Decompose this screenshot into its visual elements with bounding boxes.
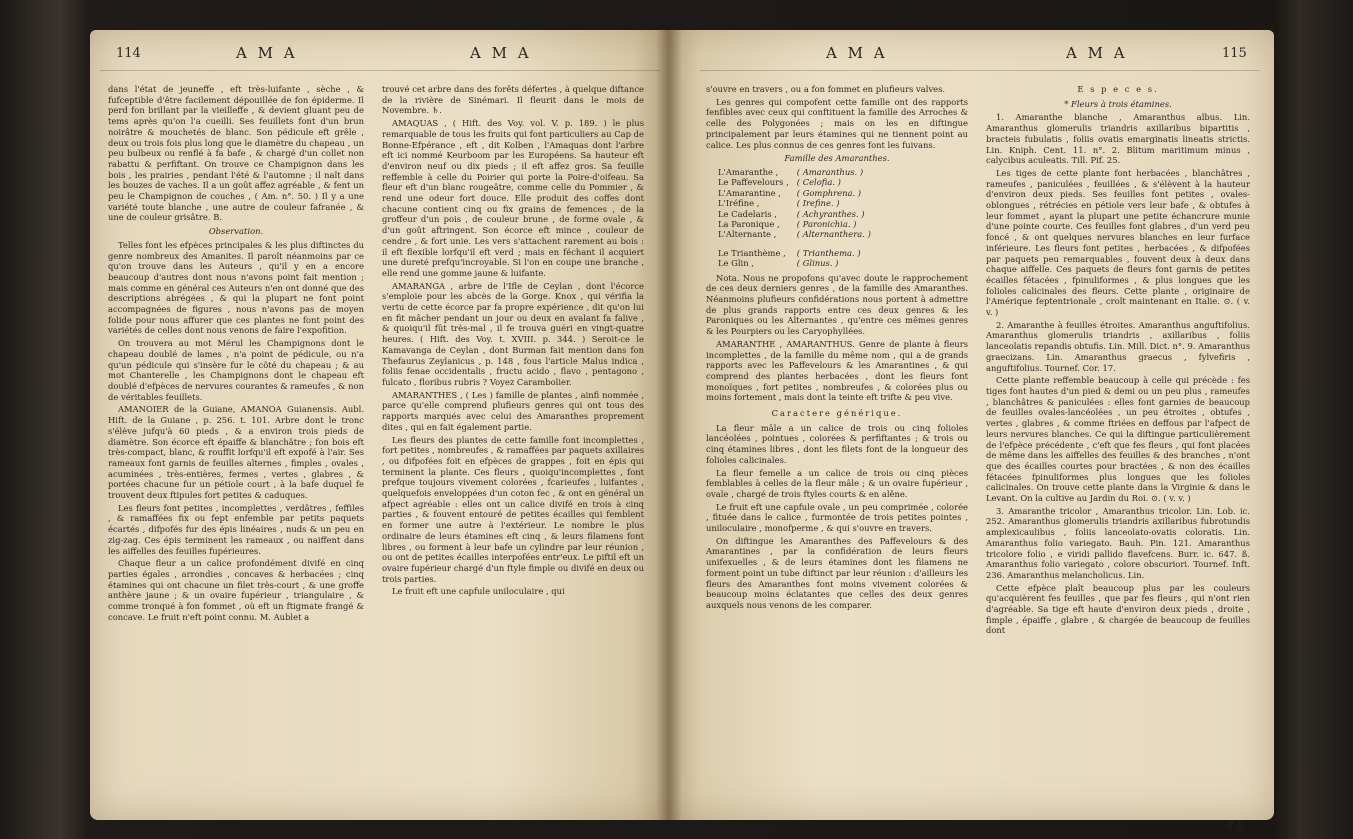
left-column-2 bbox=[382, 84, 644, 819]
entry-amaranthe: AMARANTHE , AMARANTHUS. Genre de plante à fleurs incomplettes , de la famille du même nom , qui a de grands rapports avec les Paffevelours & les Amarantines , & qui comprend des plantes herbacées , dont les fleurs font monoïques , fort petites , nombreufes , & colorées plus ou moins fortement , mais dont la teinte eft trifte & peu vive. bbox=[706, 338, 968, 403]
sub-heading-three-stamens: * Fleurs à trois étamines. bbox=[1064, 98, 1172, 109]
entry-amaranga: AMARANGA , arbre de l'Ifle de Ceylan , dont l'écorce s'emploie pour les abcès de la Gorge. Knox , qui vérifia la vertu de cette écorce par fa propre expérience , dit qu'on lui en fit mâcher pendant un jour ou deux en avalant fa falive , & quoiqu'il fût très-mal , il fe trouva guéri en vingt-quatre heures. ( Hift. des Voy. t. XVIII. p. 344. ) Seroit-ce le Kamavanga de Ceylan , dont Burman fait mention dans fon Thefaurus Zeylanicus , p. 148 , fous l'article Malus indica , foliis fenae occidentalis , fructu acido , flavo , pentagono , fulcato , floribus rubris ? Voyez Carambolier. bbox=[382, 280, 644, 387]
table-row: Le Paffevelours , ( Celofia. ) bbox=[718, 177, 841, 188]
table-row: L'Amarantine , ( Gomphrena. ) bbox=[718, 187, 862, 198]
entry-amaranthes: AMARANTHES , ( Les ) famille de plantes , ainfi nommée , parce qu'elle comprend plufieurs genres qui ont tous des rapports marqués avec celui des Amaranthes proprement dites , qui en fait également partie. bbox=[382, 389, 644, 432]
species-entry: 2. Amaranthe à feuilles étroites. Amaranthus anguftifolius. Amaranthus glomerulis triandris , axillaribus , foliis lanceolatis repandis obtufis. Lin. Mill. Dict. n°. 9. Amaranthus graecizans. Lin. Amaranthus graecus , fylvefiris , anguftifolius. Tournef. Cor. 17. bbox=[986, 319, 1250, 373]
entry-amaquas: AMAQUAS , ( Hift. des Voy. vol. V. p. 189. ) le plus remarquable de tous les fruits qui font particuliers au Cap de Bonne-Efpérance , eft , dit Kolben , l'Amaquas dont l'arbre eft ici nommé Keurboom par les Européens. Sa hauteur eft d'environ neuf ou dix pieds ; il eft affez gros. Sa feuille reffemble à celle du Poirier qui porte la Poire-d'oifeau. Sa fleur eft d'un blanc rougeâtre, comme celle du Pommier , & rend une odeur fort douce. Elle produit des coffes dont chacune contient cinq ou fix grains de femences , de la groffeur d'un pois , de couleur brune , de forme ovale , & d'un goût aftringent. Son écorce eft mince , couleur de cendre , & fort unie. Les vers s'attachent rarement au bois : il eft flexible lorfqu'il eft verd ; mais en féchant il acquiert une dureté prefqu'incroyable. Si l'on en coupe une branche , elle rend une gomme jaune & luifante. bbox=[382, 118, 644, 278]
table-row: L'Amaranthe , ( Amaranthus. ) bbox=[718, 166, 864, 177]
species-entry: 3. Amaranthe tricolor , Amaranthus tricolor. Lin. Lob. ic. 252. Amaranthus glomerulis triandris axillaribus fubrotundis amplexicaulibus , foliis lanceolato-ovatis coloratis. Lin. Amaranthus folio variegato. Bauh. Pin. 121. Amaranthus tricolore folio , e viridi pallido flavefcens. Burr. ic. 647. ß. Amaranthus folio variegato , colore obscuriori. Tournef. Inft. 236. Amaranthus melancholicus. Lin. bbox=[986, 505, 1250, 580]
paragraph: s'ouvre en travers , ou a fon fommet en plufieurs valves. bbox=[706, 84, 946, 94]
running-head-left-1: A M A bbox=[236, 44, 298, 62]
page-number-right: 115 bbox=[1222, 46, 1247, 61]
paragraph: On diftingue les Amaranthes des Paffevelours & des Amarantines , par la confidération de leurs fleurs unifexuelles , & de leurs étamines dont les filamens ne forment point un tube diftinct par leur réunion : d'ailleurs les fleurs des Amaranthes font moins vivement colorées & beaucoup moins éclatantes que celles des deux genres auxquels nous venons de les comparer. bbox=[706, 535, 968, 610]
left-column-1 bbox=[108, 84, 364, 819]
paragraph: Cette plante reffemble beaucoup à celle qui précède : fes tiges font hautes d'un pied & demi ou un peu plus , rameufes , blanchâtres & paniculées : elles font garnies de beaucoup de feuilles ovales-lancéolées , un peu étroites , obtufes , vertes , glabres , & comme ftriées en deffous par l'afpect de leurs nervures blanches. Ce qui la diftingue particulièrement de l'efpèce précédente , c'eft que fes fleurs , qui font placées de même dans les aiffelles des feuilles & des branches , n'ont que des écailles courtes pour bractées , & non des écailles fétacées fpinuliformes plus longues que les folioles calicinales. On trouve cette plante dans la Virginie & dans le Levant. On la cultive au Jardin du Roi. ⊙. ( v. v. ) bbox=[986, 375, 1250, 504]
right-column-1 bbox=[706, 84, 968, 819]
table-row bbox=[718, 240, 879, 248]
table-row: L'Alternante , ( Alternanthera. ) bbox=[718, 229, 871, 240]
paragraph: trouvé cet arbre dans des forêts défertes , à quelque diftance de la rivière de Sinémari. Il fleurit dans le mois de Novembre. ♄. bbox=[382, 84, 644, 116]
book-gutter bbox=[656, 30, 682, 820]
paragraph: Les fleurs font petites , incomplettes , verdâtres , feffiles , & ramaffées fix ou fept enfemble par petits paquets écartés , difpofés fur des épis linéaires , nuds & un peu en zig-zag. Ces épis terminent les rameaux , ou naiffent dans les aiffelles des feuilles fupérieures. bbox=[108, 502, 364, 556]
species-entry: 1. Amaranthe blanche , Amaranthus albus. Lin. Amaranthus glomerulis triandris axillaribus bipartitis , bracteis fubulatis , foliis ovatis emarginatis lineatis strictis. Lin. Kniph. Cent. 11. n°. 2. Blitum maritimum minus , calycibus aculeatis. Till. Pif. 25. bbox=[986, 112, 1250, 166]
section-heading-observation: Observation. bbox=[208, 226, 264, 237]
paragraph: Les fleurs des plantes de cette famille font incomplettes , fort petites , nombreufes , & ramaffées par paquets axillaires , ou difpofées foit en efpèces de grappes , foit en épis qui terminent la plante. Ces fleurs , quoiqu'incomplettes , font prefque toujours vivement colorées , fcarieufes , luifantes , quelquefois enveloppées d'un coton fec , & ont en général un afpect agréable : elles ont un calice divifé en trois à cinq parties , & fouvent entouré de petites écailles qui femblent en former une autre à l'extérieur. Le nombre le plus ordinaire de leurs étamines eft cinq , & leurs filamens font libres , ou forment à leur bafe un cylindre par leur réunion , ou ont de petites écailles interpofées entr'eux. Le piftil eft un ovaire fupérieur chargé d'un ftyle fimple ou divifé en deux ou trois parties. bbox=[382, 434, 644, 584]
running-head-right-1: A M A bbox=[826, 44, 888, 62]
paragraph: Cette efpèce plaît beaucoup plus par les couleurs qu'acquièrent fes feuilles , que par fes fleurs , qui n'ont rien d'agréable. Sa tige eft haute d'environ deux pieds , droite , fimple , épaiffe , glabre , & chargée de beaucoup de feuilles dont bbox=[986, 582, 1250, 636]
especes-heading: E s p e c e s. bbox=[1077, 84, 1159, 94]
signature-mark: P ij bbox=[1228, 820, 1243, 830]
family-title: Famille des Amaranthes. bbox=[784, 153, 890, 164]
table-row: Le Cadelaris , ( Achyranthes. ) bbox=[718, 208, 865, 219]
table-row: Le Trianthème , ( Trianthema. ) bbox=[718, 247, 861, 258]
paragraph: Le fruit eft une capfule ovale , un peu comprimée , colorée , fituée dans le calice , furmontée de trois petites pointes , uniloculaire , monofperme , & qui s'ouvre en travers. bbox=[706, 501, 968, 534]
paragraph: Les genres qui compofent cette famille ont des rapports fenfibles avec ceux qui conftituent la famille des Arroches & celle des Polygonées ; mais on les en diftingue principalement par leurs étamines qui ne tiennent point au calice. Les plus connus de ces genres font les fuivans. bbox=[706, 96, 968, 150]
page-number-left: 114 bbox=[116, 46, 141, 61]
table-row: L'Iréfine , ( Irefine. ) bbox=[718, 198, 840, 209]
caractere-heading: Caractere générique. bbox=[771, 408, 903, 419]
paragraph: La fleur femelle a un calice de trois ou cinq pièces femblables à celles de la fleur mâle ; & un ovaire fupérieur , ovale , chargé de trois ftyles courts & en alêne. bbox=[706, 467, 968, 499]
table-row: Le Glin , ( Glinus. ) bbox=[718, 258, 839, 269]
paragraph: Chaque fleur a un calice profondément divifé en cinq parties égales , arrondies , concaves & herbacées ; cinq étamines qui ont chacune un filet très-court , & une groffe anthère jaune ; & un ovaire fupérieur , triangulaire , & comme tronqué à fon fommet , où eft un ftigmate frangé & concave. Le fruit n'eft point connu. M. Aublet a bbox=[108, 558, 364, 622]
running-head-right-2: A M A bbox=[1066, 44, 1128, 62]
paragraph: On trouvera au mot Mérul les Champignons dont le chapeau doublé de lames , n'a point de pédicule, ou n'a qu'un pédicule qui s'insère fur le côté du chapeau ; & au mot Chanterelle , les Champignons dont le chapeau eft doublé d'efpèces de nervures courantes & rameufes , & non de véritables feuillets. bbox=[108, 338, 364, 402]
paragraph: Les tiges de cette plante font herbacées , blanchâtres , rameufes , paniculées , feuillées , & s'élèvent à la hauteur d'environ deux pieds. Ses feuilles font petites , ovales-oblongues , rétrécies en pétiole vers leur bafe , & obtufes à leur fommet , ayant la plupart une petite échancrure munie d'une pointe courte. Ces feuilles font glabres , d'un verd peu foncé , & ont quelques nervures blanches en leur furface inférieure. Les fleurs font petites , herbacées , & difpofées par paquets peu remarquables , fouvent deux à deux dans chaque aiffelle. Ces paquets de fleurs font garnis de petites écailles fétacées , fpinuliformes , & plus longues que les folioles calicinales des fleurs. Cette plante , originaire de l'Amérique feptentrionale , croît maintenant en Italie. ⊙. ( v. v. ) bbox=[986, 167, 1250, 318]
entry-amanoier: AMANOIER de la Guiane, AMANOA Guianensis. Aubl. Hift. de la Guiane , p. 256. t. 101. Arbre dont le tronc s'élève jufqu'à 60 pieds , & a environ trois pieds de diamètre. Son écorce eft épaiffe & blanchâtre ; fon bois eft très-compact, blanc, & rouffit lorfqu'il eft expofé à l'air. Ses rameaux font garnis de feuilles alternes , fimples , ovales , acuminées , très-entières, fermes , vertes , glabres , & portées chacune fur un pétiole court , à la bafe duquel fe trouvent deux ftipules fort petites & caduques. bbox=[108, 404, 364, 501]
running-head-left-2: A M A bbox=[470, 44, 532, 62]
paragraph: Le fruit eft une capfule uniloculaire , qui bbox=[392, 586, 565, 597]
family-table bbox=[718, 167, 879, 269]
paragraph: Nota. Nous ne propofons qu'avec doute le rapprochement de ces deux derniers genres , de la famille des Amaranthes. Néanmoins plufieurs confidérations nous portent à admettre de plus grands rapports entre ces deux genres & les Paroniques ou les Alternantes , qu'entre ces mêmes genres & les Pourpiers ou les Caryophyllées. bbox=[706, 272, 968, 337]
header-rule-left bbox=[100, 70, 660, 71]
header-rule-right bbox=[700, 70, 1260, 71]
paragraph: La fleur mâle a un calice de trois ou cinq folioles lancéolées , pointues , colorées & perfiftantes ; & trois ou cinq étamines libres , dont les filets font de la longueur des folioles calicinales. bbox=[706, 422, 968, 465]
paragraph: Telles font les efpèces principales & les plus diftinctes du genre nombreux des Amanites. Il paroît néanmoins par ce qu'on trouve dans les Auteurs , qu'il y en a encore beaucoup d'autres dont nous n'avons point fait mention ; mais comme en général ces Auteurs n'en ont donné que des descriptions abrégées , & qui la plupart ne font point accompagnées de figures , nous n'avons pas de moyen folide pour nous affurer que ces plantes ne font point des variétés de celles dont nous venons de faire l'expofition. bbox=[108, 239, 364, 336]
table-row: La Paronique , ( Paronichia. ) bbox=[718, 218, 857, 229]
paragraph: dans l'état de jeuneffe , eft très-luifante , sèche , & fufceptible d'être facilement dépouillée de fon épiderme. Il perd fon brillant par la vieilleffe , & devient gluant peu de tems après qu'on l'a cueilli. Ses feuillets font d'un brun noirâtre & mouchetés de blanc. Son pédicule eft grêle , deux ou trois fois plus long que le diamètre du chapeau , un peu bulbeux ou renflé à fa bafe , & chargé d'un collet non rabattu & perfiftant. On trouve ce Champignon dans les bois , les prairies , pendant l'été & l'automne ; il naît dans les bouzes de vaches. Il a un goût affez agréable , & fent un peu le Champignon de couches , ( Am. n°. 50. ) Il y a une variété toute blanche , une autre de couleur fafranée , & une de couleur grisâtre. B. bbox=[108, 84, 364, 223]
right-column-2 bbox=[986, 84, 1250, 819]
